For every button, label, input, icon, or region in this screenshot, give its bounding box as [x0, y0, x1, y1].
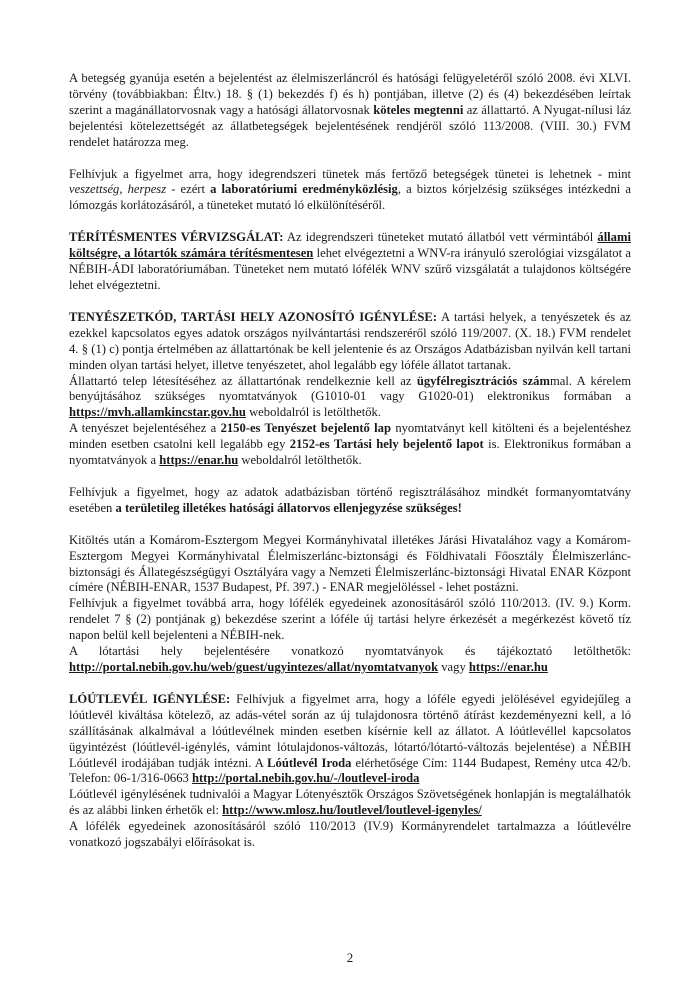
emphasis-text: a területileg illetékes hatósági állatorvos ellenjegyzése szükséges!	[115, 500, 462, 515]
text: Felhívjuk a figyelmet, hogy az adatok adatbázisban történő regisztrálásához mindkét formanyomtatvány esetében	[69, 484, 631, 515]
emphasis-text: 2152-es Tartási hely bejelentő lapot	[289, 437, 484, 452]
emphasis-text: ügyfélregisztrációs szám	[416, 373, 550, 388]
text: vagy	[438, 660, 469, 674]
text: Felhívjuk a figyelmet arra, hogy idegrendszeri tünetek más fertőző betegségek tünetei is lehetnek - mint	[69, 166, 631, 181]
text: - ezért	[166, 182, 211, 197]
paragraph-regulation	[69, 819, 631, 851]
paragraph-report-obligation	[69, 71, 631, 151]
text: az állattartó. A Nyugat-nílusi láz bejelentési kötelezettségét az állatbetegségek bejelentésének rendjéről szóló 113/2008. (VIII. 30.) FVM rendelet határozza meg.	[69, 102, 632, 149]
text: A betegség gyanúja esetén a bejelentést az élelmiszerláncról és hatósági felügyeletéről szóló 2008. évi XLVI. törvény (továbbiakban: Éltv.) 18. § (1) bekezdés f) és h) pontjában, illetve (2) és (4) bekezdésében leírtak szerint a magánállatorvosnak vagy a hatósági állatorvosnak	[69, 71, 631, 117]
paragraph-downloads	[69, 644, 631, 676]
emphasis-text: 2150-es Tenyészet bejelentő lap	[220, 421, 391, 436]
text: elérhetősége Cím: 1144 Budapest, Remény utca 42/b. Telefon: 06-1/316-0663	[69, 755, 631, 786]
page-number: 2	[346, 950, 354, 965]
text: Kitöltés után a Komárom-Esztergom Megyei Kormányhivatal illetékes Járási Hivatalához vagy a Komárom-Esztergom Megyei Kormányhivatal Élelmiszerlánc-biztonsági és Földhivatali Főosztály Élelmiszerlánc-biztonsági és Állategészségügyi Osztályára vagy a Nemzeti Élelmiszerlánc-biztonsági Hivatal ENAR Központ címére (NÉBIH-ENAR, 1537 Budapest, Pf. 397.) - ENAR megjelöléssel - lehet postázni.	[69, 532, 631, 595]
text: Felhívjuk a figyelmet arra, hogy a lóféle egyedi jelölésével egyidejűleg a lóútlevél kiváltása kötelező, az adás-vétel során az új tulajdonosra történő átírást kezdeményezni kell, a ló szállításának alkalmával a lóútlevélnek minden esetben kísérnie kell az állatot. A lóútlevéllel kapcsolatos ügyintézést (lóútlevél-igénylés, vámint lótulajdonos-változás, lótartó/lótartó-változás bejelentése) a NÉBIH Lóútlevél irodájában tudják intézni. A	[69, 691, 631, 770]
text: nyomtatványt kell kitölteni és a bejelentéshez minden esetben csatolni kell legalább egy	[69, 421, 631, 452]
link-enar[interactable]: https://enar.hu	[159, 453, 239, 468]
text: Lóútlevél igénylésének tudnivalói a Magyar Lótenyésztők Országos Szövetségének honlapján is megtalálhatók és az alábbi linken érhetők el:	[69, 787, 631, 818]
section-heading: LÓÚTLEVÉL IGÉNYLÉSE:	[69, 691, 231, 706]
text: A lófélék egyedeinek azonosításáról szóló 110/2013 (IV.9) Kormányrendelet tartalmazza a lóútlevélre vonatkozó jogszabályi előírásokat is.	[69, 819, 631, 850]
section-heading: TÉRÍTÉSMENTES VÉRVIZSGÁLAT:	[69, 230, 284, 245]
paragraph-neurological-symptoms	[69, 167, 631, 215]
link-enar[interactable]: https://enar.hu	[468, 660, 548, 674]
paragraph-countersignature	[69, 485, 631, 517]
text: lehet elvégeztetni a WNV-ra irányuló szerológiai vizsgálatot a NÉBIH-ÁDI laboratóriumában. Tüneteket nem mutató lófélék WNV szűrő vizsgálatát a tulajdonos költségére lehet elvégeztetni.	[69, 246, 631, 292]
text: , a biztos kórjelzésig szükséges intézkedni a lómozgás korlátozásáról, a tüneteket mutató ló elkülönítéséről.	[69, 182, 632, 213]
paragraph-client-registration	[69, 374, 631, 422]
link-passport-office[interactable]: http://portal.nebih.gov.hu/-/loutlevel-iroda	[191, 771, 420, 786]
paragraph-holding-id	[69, 310, 631, 374]
text: weboldalról letölthetők.	[238, 453, 362, 468]
paragraph-mailing	[69, 533, 631, 597]
section-heading: TENYÉSZETKÓD, TARTÁSI HELY AZONOSÍTÓ IGÉNYLÉSE:	[69, 309, 437, 324]
paragraph-relocation-notice	[69, 596, 631, 644]
text: Az idegrendszeri tüneteket mutató állatból vett vérmintából	[283, 230, 598, 245]
paragraph-passport-info	[69, 787, 631, 819]
paragraph-forms	[69, 421, 631, 469]
emphasis-text: Lóútlevél Iroda	[267, 755, 352, 770]
text: weboldalról is letölthetők.	[245, 405, 381, 420]
italic-text: veszettség, herpesz	[69, 182, 167, 197]
text: mal. A kérelem benyújtásához szükséges nyomtatványok (G1010-01 vagy G1020-01) elektronikus formában a	[69, 373, 631, 404]
text: A tenyészet bejelentéséhez a	[69, 421, 221, 436]
emphasis-underlined-text: állami költségre, a lótartók számára térítésmentesen	[69, 230, 631, 261]
link-mlosz[interactable]: http://www.mlosz.hu/loutlevel/loutlevel-igenyles/	[222, 803, 482, 818]
link-nebih-forms[interactable]: http://portal.nebih.gov.hu/web/guest/ugyintezes/allat/nyomtatvanyok	[69, 660, 439, 674]
paragraph-horse-passport	[69, 692, 631, 787]
emphasis-text: köteles megtenni	[373, 102, 464, 117]
emphasis-text: a laboratóriumi eredményközlésig	[210, 182, 398, 197]
text: Felhívjuk a figyelmet továbbá arra, hogy lófélék egyedeinek azonosításáról szóló 110/2013. (IV. 9.) Korm. rendelet 7 § (2) pontjának g) bekezdése szerint a lóféle új tartási helyre érkezését a megérkezést követő tíz napon belül kell bejelenteni a NÉBIH-nek.	[69, 596, 631, 643]
text: A tartási helyek, a tenyészetek és az ezekkel kapcsolatos egyes adatok országos nyilvántartási rendszeréről szóló 119/2007. (X. 18.) FVM rendelet 4. § (1) c) pontja értelmében az állattartónak be kell jelentenie és az Országos Adatbázisban nyilván kell tartani minden olyan tartási helyet, illetve tenyészetet, ahol legalább egy lóféle állatot tartanak.	[69, 309, 631, 372]
text: Állattartó telep létesítéséhez az állattartónak rendelkeznie kell az	[69, 373, 417, 388]
link-mvh[interactable]: https://mvh.allamkincstar.gov.hu	[69, 405, 246, 420]
text: A lótartási hely bejelentésére vonatkozó nyomtatványok és tájékoztató letölthetők:	[69, 644, 631, 659]
paragraph-free-blood-test	[69, 230, 631, 294]
text: is. Elektronikus formában a nyomtatványok a	[69, 437, 631, 468]
